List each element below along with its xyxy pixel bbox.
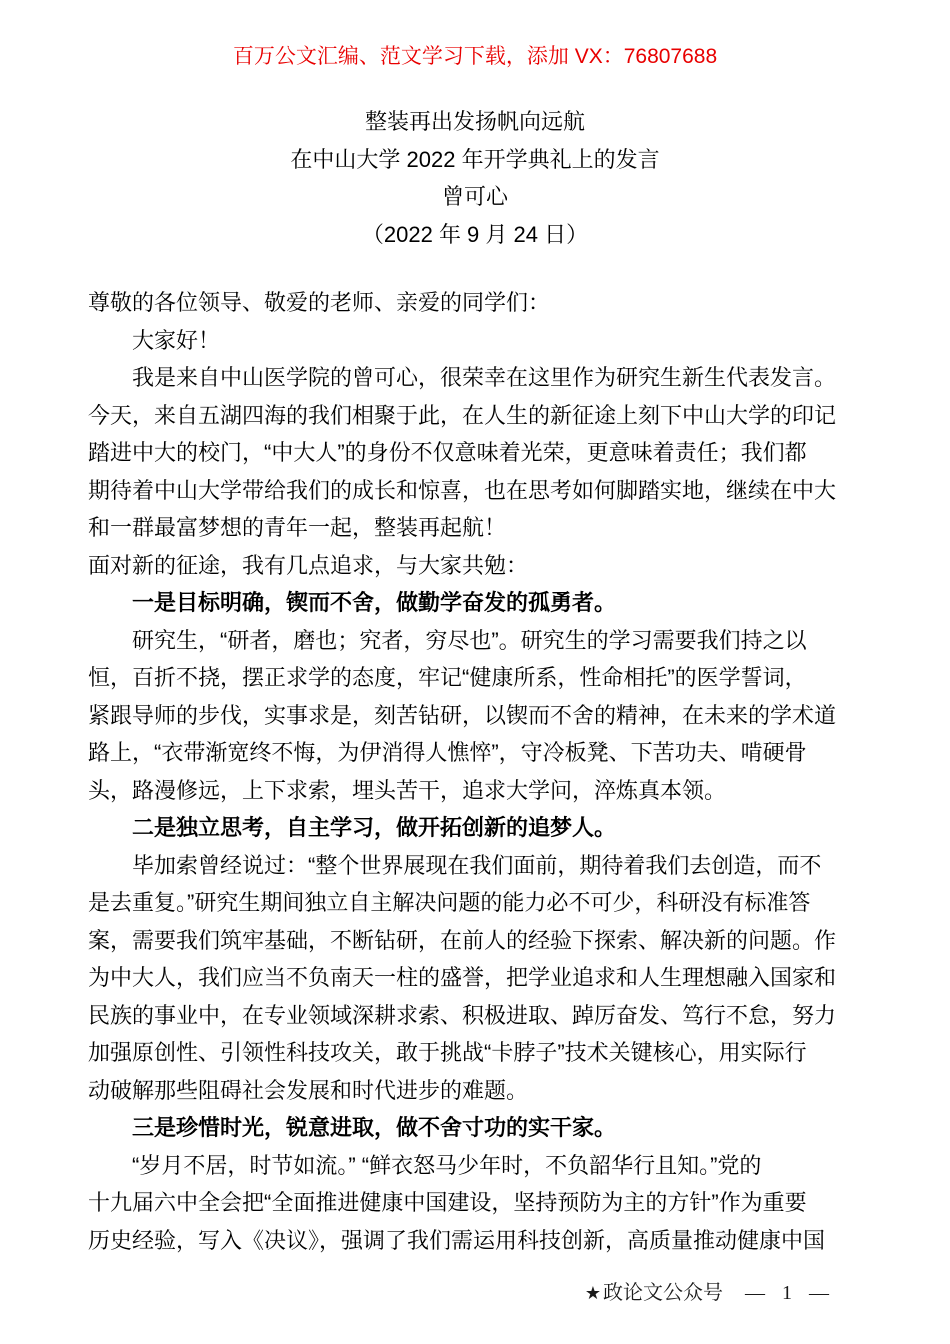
body-line: 我是来自中山医学院的曾可心，很荣幸在这里作为研究生新生代表发言。	[132, 365, 837, 390]
body-line: 民族的事业中，在专业领域深耕求索、积极进取、踔厉奋发、笃行不怠，努力	[88, 1002, 837, 1028]
body-line: “岁月不居，时节如流。” “鲜衣怒马少年时，不负韶华行且知。”党的	[132, 1152, 762, 1178]
body-line: 恒，百折不挠，摆正求学的态度，牢记“健康所系，性命相托”的医学誓词，	[88, 665, 807, 690]
doc-title: 整装再出发扬帆向远航	[364, 109, 585, 134]
body-line: 踏进中大的校门，“中大人”的身份不仅意味着光荣，更意味着责任；我们都	[88, 440, 807, 465]
body-line: 动破解那些阻碍社会发展和时代进步的难题。	[88, 1077, 529, 1103]
body-line: 毕加索曾经说过：“整个世界展现在我们面前，期待着我们去创造，而不	[132, 852, 822, 878]
section-heading-line: 一是目标明确，锲而不舍，做勤学奋发的孤勇者。	[132, 590, 617, 615]
section-heading-line: 三是珍惜时光，锐意进取，做不舍寸功的实干家。	[132, 1115, 617, 1140]
body-line: 紧跟导师的步伐，实事求是，刻苦钻研，以锲而不舍的精神，在未来的学术道	[88, 702, 837, 728]
title-block	[88, 103, 862, 253]
body-line: 是去重复。”研究生期间独立自主解决问题的能力必不可少，科研没有标准答	[88, 890, 811, 915]
doc-author: 曾可心	[441, 184, 508, 209]
body-line: 期待着中山大学带给我们的成长和惊喜，也在思考如何脚踏实地，继续在中大	[88, 477, 837, 503]
doc-date: （2022 年 9 月 24 日）	[361, 221, 589, 247]
body-line: 为中大人，我们应当不负南天一柱的盛誉，把学业追求和人生理想融入国家和	[88, 965, 837, 990]
section-heading-line: 二是独立思考，自主学习，做开拓创新的追梦人。	[132, 815, 617, 840]
body-line: 面对新的征途，我有几点追求，与大家共勉：	[88, 552, 529, 578]
star-icon: ★	[584, 1283, 601, 1303]
body-line: 加强原创性、引领性科技攻关，敢于挑战“卡脖子”技术关键核心，用实际行	[88, 1040, 807, 1065]
body-line: 今天，来自五湖四海的我们相聚于此，在人生的新征途上刻下中山大学的印记	[88, 402, 837, 428]
body-line: 研究生，“研者，磨也；究者，穷尽也”。研究生的学习需要我们持之以	[132, 627, 807, 653]
body-line: 尊敬的各位领导、敬爱的老师、亲爱的同学们：	[88, 290, 551, 315]
watermark-banner: 百万公文汇编、范文学习下载，添加 VX：76807688	[232, 45, 718, 68]
doc-subtitle: 在中山大学 2022 年开学典礼上的发言	[290, 146, 660, 172]
body-line: 头，路漫修远，上下求索，埋头苦干，追求大学问，淬炼真本领。	[88, 777, 727, 803]
body-line: 路上，“衣带渐宽终不悔，为伊消得人憔悴”，守冷板凳、下苦功夫、啃硬骨	[88, 740, 807, 765]
body-line: 和一群最富梦想的青年一起，整装再起航！	[88, 515, 507, 540]
footer-brand: 政论文公众号	[603, 1282, 723, 1304]
body-line: 大家好！	[132, 327, 221, 353]
page-footer	[585, 1281, 830, 1305]
body-line: 案，需要我们筑牢基础，不断钻研，在前人的经验下探索、解决新的问题。作	[88, 927, 837, 953]
page-number: — 1 —	[745, 1282, 830, 1304]
body-line: 十九届六中全会把“全面推进健康中国建设，坚持预防为主的方针”作为重要	[88, 1190, 807, 1215]
document-body	[88, 284, 862, 1259]
body-line: 历史经验，写入《决议》，强调了我们需运用科技创新，高质量推动健康中国	[88, 1227, 826, 1253]
